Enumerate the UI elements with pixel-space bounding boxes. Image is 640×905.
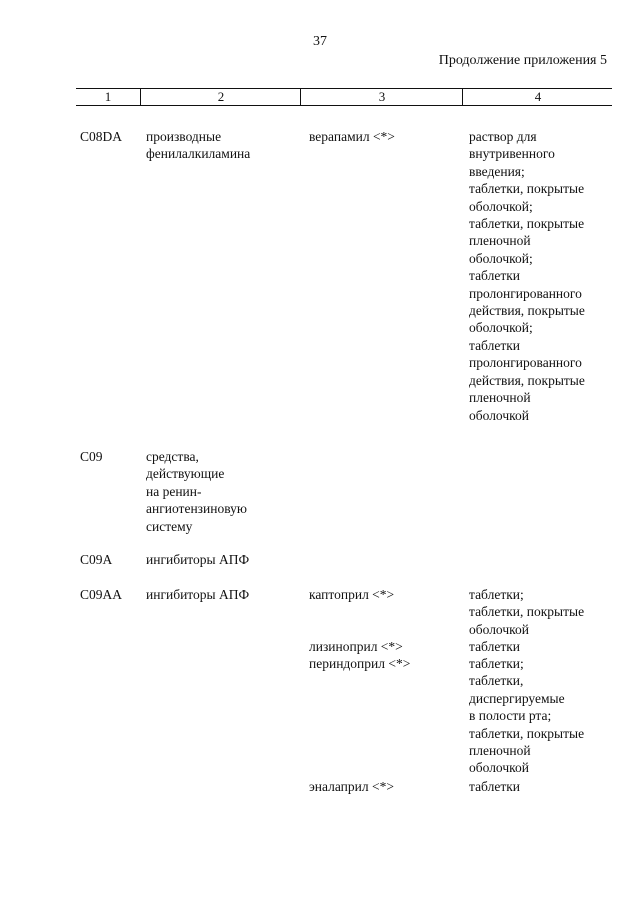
table-row <box>0 448 640 551</box>
dosage-form: таблетки; таблетки, диспергируемые в полости рта; таблетки, покрытые пленочной оболочкой <box>469 656 585 776</box>
table-body <box>0 128 640 806</box>
group-name: производные фенилалкиламина <box>146 129 251 162</box>
drug-name: каптоприл <*> <box>309 587 395 602</box>
atc-code: C09AA <box>80 587 123 602</box>
continuation-caption: Продолжение приложения 5 <box>438 53 607 68</box>
dosage-form: таблетки; таблетки, покрытые оболочкой <box>469 587 585 637</box>
drug-name: лизиноприл <*> <box>309 639 403 654</box>
header-col-3: 3 <box>300 89 463 105</box>
atc-code: C09 <box>80 449 103 464</box>
dosage-form: раствор для внутривенного введения; таблетки, покрытые оболочкой; таблетки, покрытые пленочной оболочкой; таблетки пролонгированного действия, покрытые оболочкой; таблетки пролонгированного действия, покрытые пленочной оболочкой <box>469 129 585 423</box>
table-row <box>0 128 640 448</box>
atc-code: C08DA <box>80 129 123 144</box>
group-name: средства, действующие на ренин- ангиотензиновую систему <box>146 449 247 534</box>
page-number: 37 <box>313 34 327 49</box>
dosage-form: таблетки <box>469 639 521 654</box>
drug-name: эналаприл <*> <box>309 779 394 794</box>
table-row <box>0 551 640 586</box>
drug-name: периндоприл <*> <box>309 656 411 671</box>
header-col-2: 2 <box>140 89 301 105</box>
group-name: ингибиторы АПФ <box>146 552 250 567</box>
dosage-form: таблетки <box>469 779 521 794</box>
atc-code: C09A <box>80 552 113 567</box>
table-header <box>76 88 612 106</box>
drug-name: верапамил <*> <box>309 129 395 144</box>
group-name: ингибиторы АПФ <box>146 587 250 602</box>
table-row <box>0 586 640 806</box>
header-col-4: 4 <box>462 89 613 105</box>
header-col-1: 1 <box>104 89 112 104</box>
